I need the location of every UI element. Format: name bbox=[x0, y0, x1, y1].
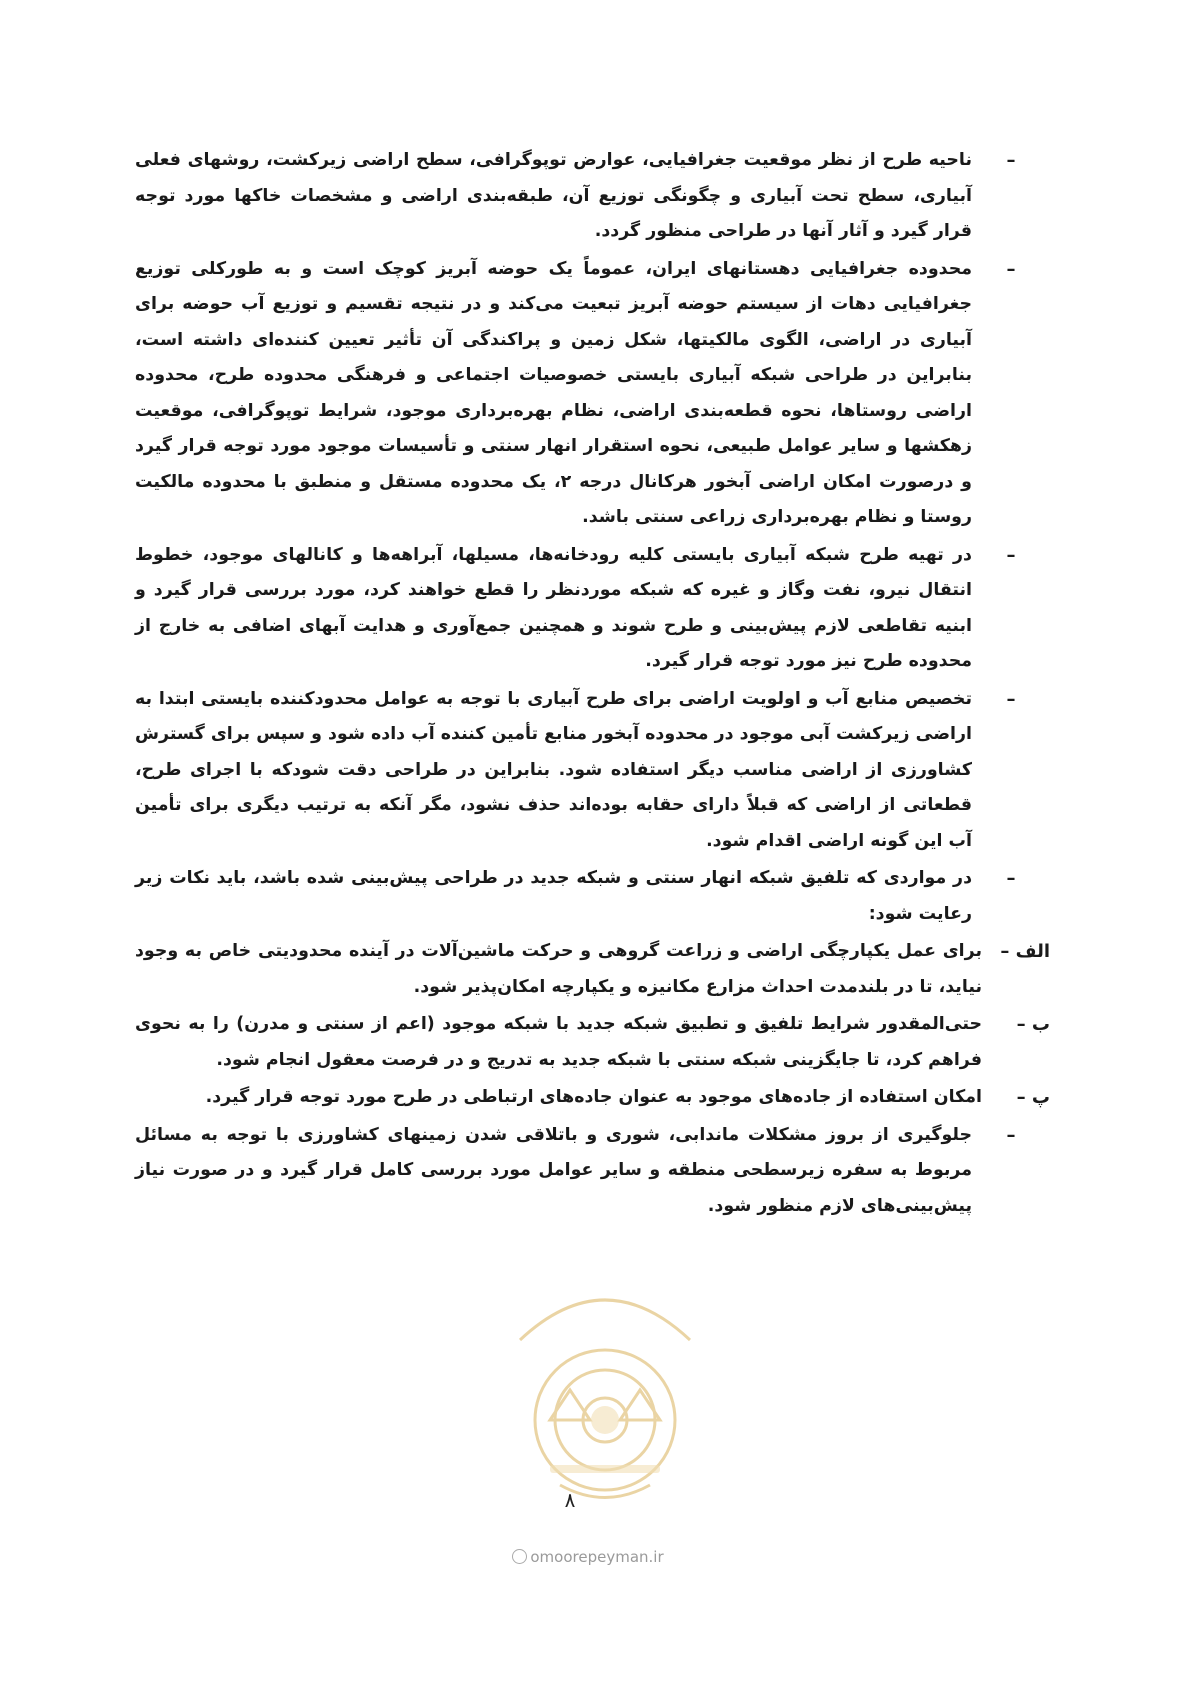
sub-item-marker: پ – bbox=[1016, 1087, 1050, 1108]
paragraph-text: محدوده جغرافیایی دهستانهای ایران، عموماً یک حوضه آبریز کوچک است و به طورکلی توزیع جغرافیایی دهات از سیستم حوضه آبریز تبعیت می‌کند و در نتیجه تقسیم و توزیع آب حوضه برای آبیاری در اراضی، الگوی مالکیتها، شکل زمین و پراکندگی آن تأثیر تعیین کننده‌ای داشته است، بنابراین در طراحی شبکه آبیاری بایستی خصوصیات اجتماعی و فرهنگی محدوده طرح، محدوده اراضی روستاها، نحوه قطعه‌بندی اراضی، نظام بهره‌برداری موجود، شرایط توپوگرافی، موقعیت زهکشها و سایر عوامل طبیعی، نحوه استقرار انهار سنتی و تأسیسات موجود مورد توجه قرار گیرد و درصورت امکان اراضی آبخور هرکانال درجه ۲، یک محدوده مستقل و منطبق با محدوده مالکیت روستا و نظام بهره‌برداری زراعی سنتی باشد. bbox=[135, 258, 972, 527]
sub-item-text: برای عمل یکپارچگی اراضی و زراعت گروهی و حرکت ماشین‌آلات در آینده محدودیتی خاص به وجود نیاید، تا در بلندمدت احداث مزارع مکانیزه و یکپارچه امکان‌پذیر شود. bbox=[135, 941, 982, 997]
bullet-marker: – bbox=[1006, 868, 1016, 889]
sub-item-marker: الف – bbox=[1000, 941, 1050, 962]
paragraph-6 bbox=[135, 1118, 1050, 1225]
bullet-marker: – bbox=[1006, 1124, 1016, 1146]
sub-item-text: امکان استفاده از جاده‌های موجود به عنوان جاده‌های ارتباطی در طرح مورد توجه قرار گیرد. bbox=[205, 1087, 982, 1107]
sub-item-pe bbox=[135, 1080, 1050, 1116]
watermark-logo-icon bbox=[490, 1270, 720, 1510]
sub-item-marker: ب – bbox=[1016, 1014, 1050, 1035]
bullet-marker: – bbox=[1006, 258, 1016, 280]
paragraph-text: جلوگیری از بروز مشکلات ماندابی، شوری و باتلاقی شدن زمینهای کشاورزی با توجه به مسائل مربوط به سفره زیرسطحی منطقه و سایر عوامل مورد بررسی کامل قرار گیرد و در صورت نیاز پیش‌بینی‌های لازم منظور شود. bbox=[135, 1124, 972, 1216]
sub-item-alef bbox=[135, 934, 1050, 1005]
paragraph-text: تخصیص منابع آب و اولویت اراضی برای طرح آبیاری با توجه به عوامل محدودکننده بایستی ابتدا به اراضی زیرکشت آبی موجود در محدوده آبخور منابع تأمین کننده آب داده شود و سپس برای گسترش کشاورزی از اراضی مناسب دیگر استفاده شود. بنابراین در طراحی دقت شودکه با اجرای طرح، قطعاتی از اراضی که قبلاً دارای حقابه بوده‌اند حذف نشود، مگر آنکه به ترتیب دیگری برای تأمین آب این گونه اراضی اقدام شود. bbox=[135, 688, 972, 851]
bullet-marker: – bbox=[1006, 688, 1016, 710]
paragraph-text: در تهیه طرح شبکه آبیاری بایستی کلیه رودخانه‌ها، مسیلها، آبراهه‌ها و کانالهای موجود، خطوط انتقال نیرو، نفت وگاز و غیره که شبکه موردنظر را قطع خواهند کرد، مورد بررسی قرار گیرد و ابنیه تقاطعی لازم پیش‌بینی و طرح شوند و همچنین جمع‌آوری و هدایت آبهای اضافی به خارج از محدوده طرح نیز مورد توجه قرار گیرد. bbox=[135, 544, 972, 671]
bullet-marker: – bbox=[1006, 544, 1016, 566]
sub-item-be bbox=[135, 1007, 1050, 1078]
website-text: omoorepeyman.ir bbox=[530, 1548, 664, 1566]
website-footer bbox=[468, 1548, 708, 1566]
paragraph-3 bbox=[135, 538, 1050, 680]
globe-icon bbox=[512, 1549, 527, 1564]
sub-item-text: حتی‌المقدور شرایط تلفیق و تطبیق شبکه جدید با شبکه موجود (اعم از سنتی و مدرن) را به نحوی فراهم کرد، تا جایگزینی شبکه سنتی با شبکه جدید به تدریج و در فرصت معقول انجام شود. bbox=[135, 1014, 982, 1070]
paragraph-text: ناحیه طرح از نظر موقعیت جغرافیایی، عوارض توپوگرافی، سطح اراضی زیرکشت، روشهای فعلی آبیاری، سطح تحت آبیاری و چگونگی توزیع آن، طبقه‌بندی اراضی و مشخصات خاکها مورد توجه قرار گیرد و آثار آنها در طراحی منظور گردد. bbox=[135, 150, 972, 241]
page-number: ۸ bbox=[564, 1488, 576, 1512]
paragraph-text: در مواردی که تلفیق شبکه انهار سنتی و شبکه جدید در طراحی پیش‌بینی شده باشد، باید نکات زیر رعایت شود: bbox=[135, 868, 972, 924]
paragraph-5 bbox=[135, 861, 1050, 932]
paragraph-2 bbox=[135, 252, 1050, 536]
document-body bbox=[135, 143, 1050, 1226]
paragraph-4 bbox=[135, 682, 1050, 860]
bullet-marker: – bbox=[1006, 150, 1016, 171]
paragraph-1 bbox=[135, 143, 1050, 250]
